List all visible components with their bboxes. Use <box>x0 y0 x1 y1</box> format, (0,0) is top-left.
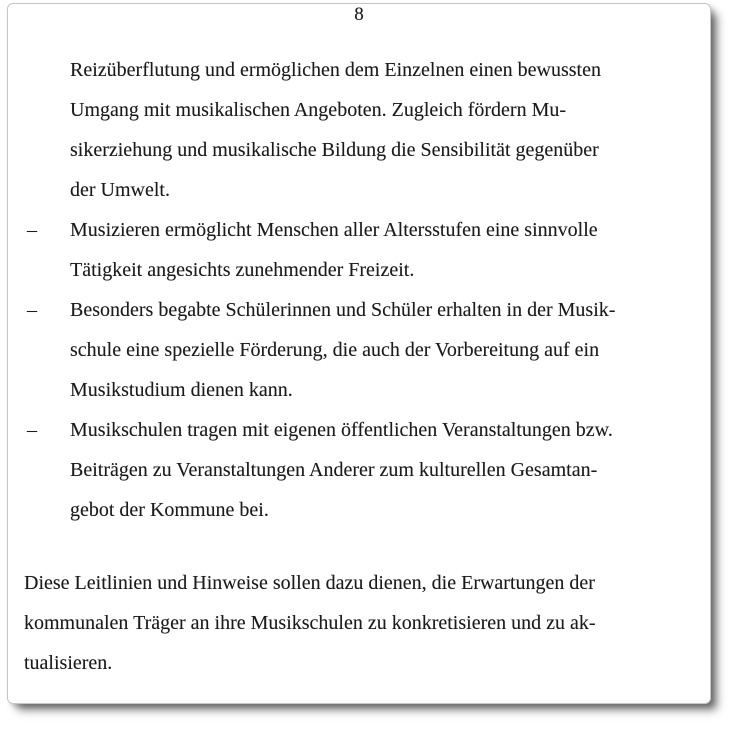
dash-marker: – <box>27 219 37 241</box>
paragraph-continuation <box>70 50 696 210</box>
text-line: Musikschulen tragen mit eigenen öffentlichen Veranstaltungen bzw. <box>70 419 613 441</box>
text-line: Tätigkeit angesichts zunehmender Freizeit. <box>70 259 415 281</box>
text-line: kommunalen Träger an ihre Musikschulen zu konkretisieren und zu ak- <box>24 612 596 634</box>
text-line: Besonders begabte Schülerinnen und Schüler erhalten in der Musik- <box>70 299 616 321</box>
text-line: Musizieren ermöglicht Menschen aller Altersstufen eine sinnvolle <box>70 219 598 241</box>
list-item-text <box>70 290 696 410</box>
paragraph-closing <box>24 563 696 683</box>
text-line: tualisieren. <box>24 652 113 674</box>
list-item-text <box>70 410 696 530</box>
text-line: Diese Leitlinien und Hinweise sollen dazu dienen, die Erwartungen der <box>24 572 595 594</box>
list-item-text <box>70 210 696 290</box>
dash-marker: – <box>27 299 37 321</box>
list-item <box>24 210 696 290</box>
text-line: Beiträgen zu Veranstaltungen Anderer zum kulturellen Gesamtan- <box>70 459 598 481</box>
page-number: 8 <box>354 4 364 25</box>
page-content <box>8 50 710 683</box>
text-line: Reizüberflutung und ermöglichen dem Einzelnen einen bewussten <box>70 59 601 81</box>
dash-marker: – <box>27 419 37 441</box>
text-line: sikerziehung und musikalische Bildung die Sensibilität gegenüber <box>70 139 599 161</box>
text-line: Umgang mit musikalischen Angeboten. Zugleich fördern Mu- <box>70 99 567 121</box>
list-item <box>24 410 696 530</box>
text-line: gebot der Kommune bei. <box>70 499 269 521</box>
text-line: der Umwelt. <box>70 179 170 201</box>
text-line: Musikstudium dienen kann. <box>70 379 293 401</box>
text-line: schule eine spezielle Förderung, die auch der Vorbereitung auf ein <box>70 339 600 361</box>
document-page <box>7 3 711 704</box>
list-item <box>24 290 696 410</box>
